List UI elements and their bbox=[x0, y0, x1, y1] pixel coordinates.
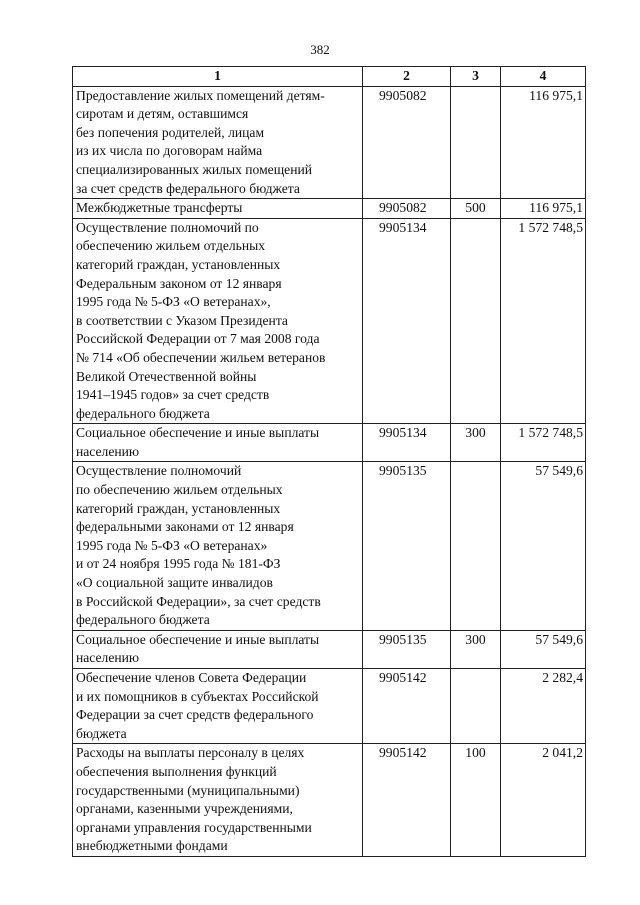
row-type-cell bbox=[451, 86, 501, 199]
row-code-cell: 9905142 bbox=[363, 744, 451, 857]
row-name-cell: Социальное обеспечение и иные выплаты населению bbox=[73, 424, 363, 462]
table-row bbox=[73, 462, 586, 630]
row-amount-cell: 2 041,2 bbox=[501, 744, 586, 857]
row-amount-cell: 116 975,1 bbox=[501, 86, 586, 199]
row-code-cell: 9905142 bbox=[363, 669, 451, 744]
table-row bbox=[73, 669, 586, 744]
budget-table bbox=[72, 66, 586, 857]
row-type-cell bbox=[451, 218, 501, 424]
table-row bbox=[73, 744, 586, 857]
row-amount-cell: 2 282,4 bbox=[501, 669, 586, 744]
table-header-row bbox=[73, 67, 586, 87]
header-col-1: 1 bbox=[73, 67, 363, 87]
row-code-cell: 9905082 bbox=[363, 199, 451, 219]
row-name-cell: Межбюджетные трансферты bbox=[73, 199, 363, 219]
row-name-cell: Осуществление полномочий по обеспечению жильем отдельных категорий граждан, установленных федеральными законами от 12 января 1995 года № 5-ФЗ «О ветеранах» и от 24 ноября 1995 года № 181-ФЗ «О социальной защите инвалидов в Российской Федерации», за счет средств федерального бюджета bbox=[73, 462, 363, 630]
table-row bbox=[73, 218, 586, 424]
row-type-cell: 100 bbox=[451, 744, 501, 857]
row-type-cell: 300 bbox=[451, 424, 501, 462]
row-amount-cell: 1 572 748,5 bbox=[501, 218, 586, 424]
header-col-2: 2 bbox=[363, 67, 451, 87]
row-code-cell: 9905082 bbox=[363, 86, 451, 199]
row-type-cell: 500 bbox=[451, 199, 501, 219]
row-name-cell: Обеспечение членов Совета Федерации и их помощников в субъектах Российской Федерации за счет средств федерального бюджета bbox=[73, 669, 363, 744]
row-code-cell: 9905134 bbox=[363, 218, 451, 424]
row-name-cell: Социальное обеспечение и иные выплаты населению bbox=[73, 630, 363, 668]
row-code-cell: 9905134 bbox=[363, 424, 451, 462]
row-amount-cell: 57 549,6 bbox=[501, 462, 586, 630]
table-row bbox=[73, 630, 586, 668]
row-type-cell bbox=[451, 669, 501, 744]
row-type-cell bbox=[451, 462, 501, 630]
row-type-cell: 300 bbox=[451, 630, 501, 668]
table-row bbox=[73, 86, 586, 199]
row-amount-cell: 1 572 748,5 bbox=[501, 424, 586, 462]
row-amount-cell: 116 975,1 bbox=[501, 199, 586, 219]
header-col-4: 4 bbox=[501, 67, 586, 87]
row-code-cell: 9905135 bbox=[363, 630, 451, 668]
row-name-cell: Предоставление жилых помещений детям- сиротам и детям, оставшимся без попечения родителей, лицам из их числа по договорам найма специализированных жилых помещений за счет средств федерального бюджета bbox=[73, 86, 363, 199]
page-number: 382 bbox=[310, 42, 330, 57]
row-amount-cell: 57 549,6 bbox=[501, 630, 586, 668]
row-name-cell: Осуществление полномочий по обеспечению жильем отдельных категорий граждан, установленных Федеральным законом от 12 января 1995 года № 5-ФЗ «О ветеранах», в соответствии с Указом Президента Российской Федерации от 7 мая 2008 года № 714 «Об обеспечении жильем ветеранов Великой Отечественной войны 1941–1945 годов» за счет средств федерального бюджета bbox=[73, 218, 363, 424]
header-col-3: 3 bbox=[451, 67, 501, 87]
row-name-cell: Расходы на выплаты персоналу в целях обеспечения выполнения функций государственными (муниципальными) органами, казенными учреждениями, органами управления государственными внебюджетными фондами bbox=[73, 744, 363, 857]
row-code-cell: 9905135 bbox=[363, 462, 451, 630]
table-row bbox=[73, 199, 586, 219]
table-row bbox=[73, 424, 586, 462]
